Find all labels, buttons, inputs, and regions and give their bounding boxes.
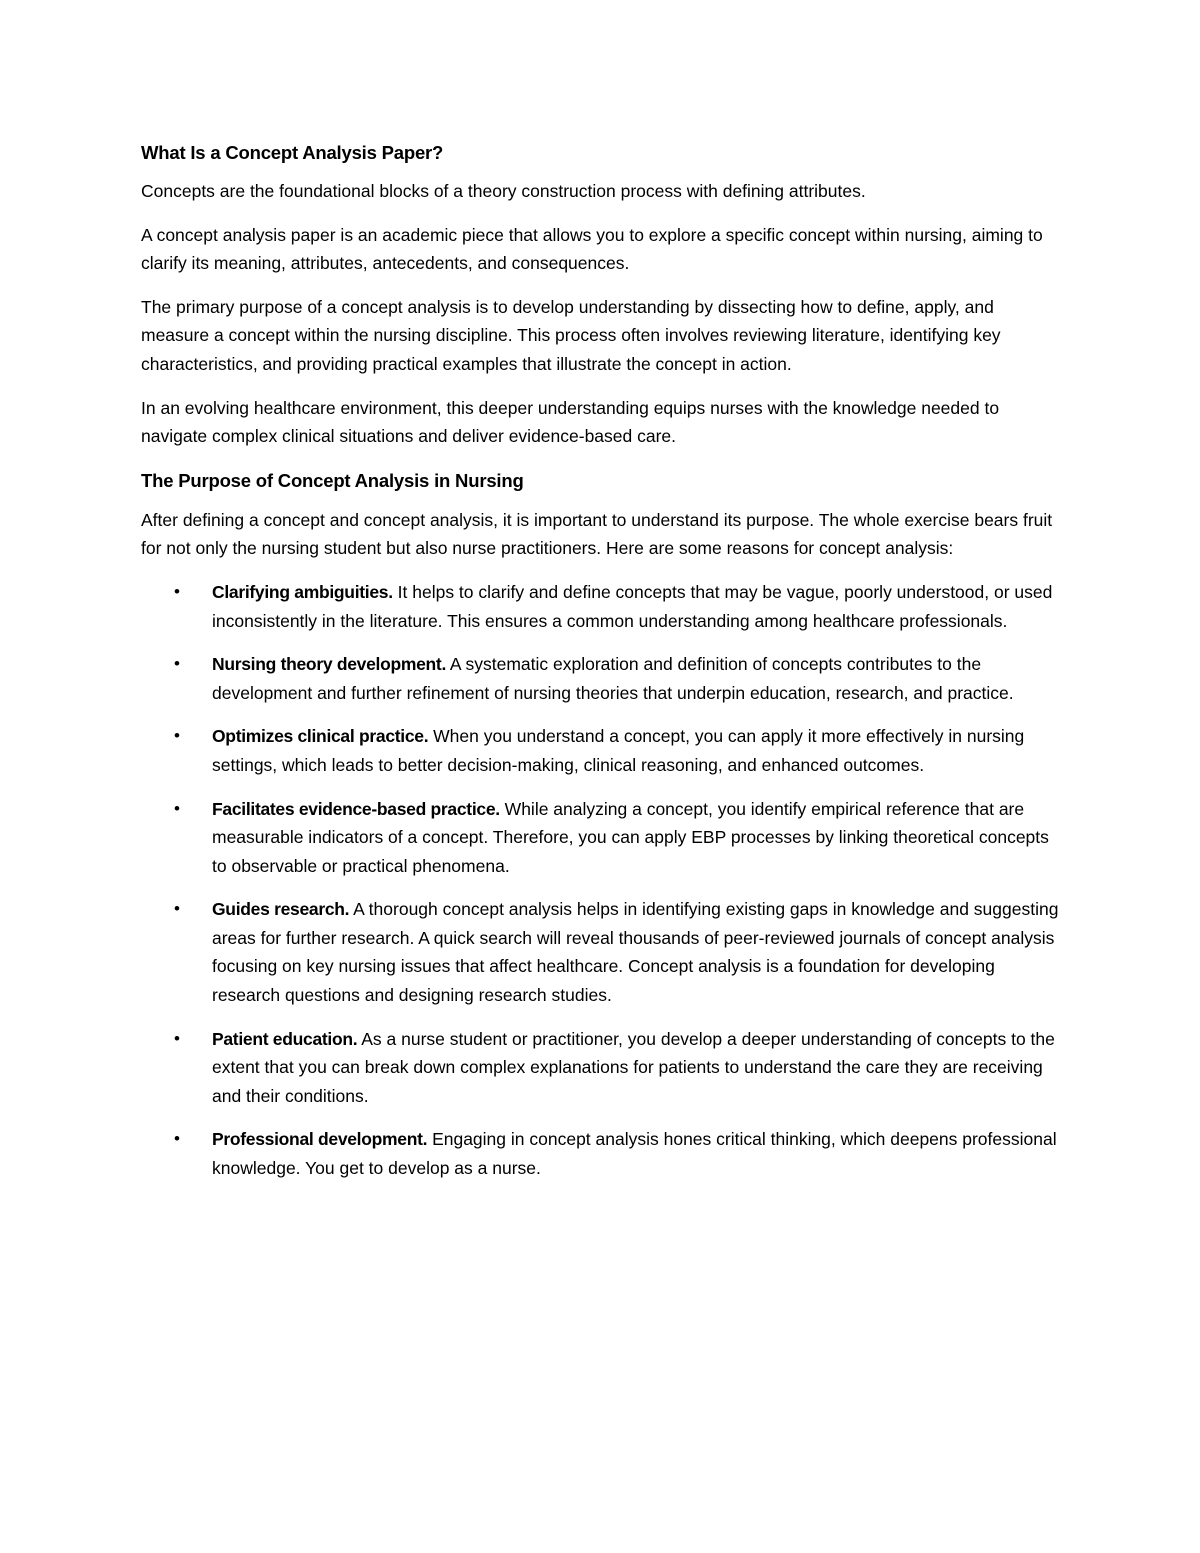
list-item	[141, 795, 1061, 881]
bullet-icon: •	[174, 654, 180, 674]
list-item	[141, 650, 1061, 707]
list-item-text: Engaging in concept analysis hones critical thinking, which deepens professional knowledge. You get to develop as a nurse.	[212, 1129, 1057, 1179]
list-item	[141, 1025, 1061, 1111]
section-heading-purpose: The Purpose of Concept Analysis in Nursing	[141, 469, 524, 491]
paragraph-after-defining: After defining a concept and concept analysis, it is important to understand its purpose. The whole exercise bears fruit for not only the nursing student but also nurse practitioners. Here are some reasons for concept analysis:	[141, 509, 1053, 559]
list-item-term: Facilitates evidence-based practice.	[212, 798, 500, 819]
paragraph-healthcare-environment: In an evolving healthcare environment, this deeper understanding equips nurses with the knowledge needed to navigate complex clinical situations and deliver evidence-based care.	[141, 397, 1000, 447]
list-item-text: A thorough concept analysis helps in identifying existing gaps in knowledge and suggesting areas for further research. A quick search will reveal thousands of peer-reviewed journals of concept analysis focusing on key nursing issues that affect healthcare. Concept analysis is a foundation for developing research questions and designing research studies.	[212, 899, 1059, 1006]
list-item-term: Clarifying ambiguities.	[212, 581, 393, 602]
paragraph-primary-purpose: The primary purpose of a concept analysis is to develop understanding by dissecting how to define, apply, and measure a concept within the nursing discipline. This process often involves reviewing literature, identifying key characteristics, and providing practical examples that illustrate the concept in action.	[141, 296, 1001, 374]
list-item	[141, 895, 1061, 1009]
list-item-term: Patient education.	[212, 1028, 358, 1049]
bullet-icon: •	[174, 581, 180, 601]
paragraph-concepts: Concepts are the foundational blocks of a theory construction process with defining attributes.	[141, 181, 866, 201]
list-item-term: Guides research.	[212, 899, 350, 920]
list-item-term: Optimizes clinical practice.	[212, 726, 429, 747]
bullet-icon: •	[174, 1129, 180, 1149]
section-heading-what-is: What Is a Concept Analysis Paper?	[141, 142, 444, 163]
list-item-term: Nursing theory development.	[212, 654, 447, 675]
document-page	[141, 138, 1061, 1198]
list-item-text: It helps to clarify and define concepts that may be vague, poorly understood, or used inconsistently in the literature. This ensures a common understanding among healthcare professionals.	[212, 581, 1053, 631]
paragraph-definition: A concept analysis paper is an academic piece that allows you to explore a specific concept within nursing, aiming to clarify its meaning, attributes, antecedents, and consequences.	[141, 224, 1043, 274]
list-item-text: A systematic exploration and definition of concepts contributes to the development and further refinement of nursing theories that underpin education, research, and practice.	[212, 654, 1014, 703]
list-item-text: As a nurse student or practitioner, you develop a deeper understanding of concepts to the extent that you can break down complex explanations for patients to understand the care they are receiving and their conditions.	[212, 1028, 1055, 1106]
bullet-icon: •	[174, 1028, 180, 1048]
list-item	[141, 578, 1061, 635]
bullet-icon: •	[174, 726, 180, 746]
list-item-text: While analyzing a concept, you identify empirical reference that are measurable indicators of a concept. Therefore, you can apply EBP processes by linking theoretical concepts to observable or practical phenomena.	[212, 798, 1049, 876]
bullet-icon: •	[174, 798, 180, 818]
reasons-list	[141, 578, 1061, 1183]
list-item	[141, 722, 1061, 779]
list-item-text: When you understand a concept, you can apply it more effectively in nursing settings, which leads to better decision-making, clinical reasoning, and enhanced outcomes.	[212, 726, 1025, 775]
list-item-term: Professional development.	[212, 1129, 428, 1150]
bullet-icon: •	[174, 899, 180, 919]
list-item	[141, 1125, 1061, 1182]
